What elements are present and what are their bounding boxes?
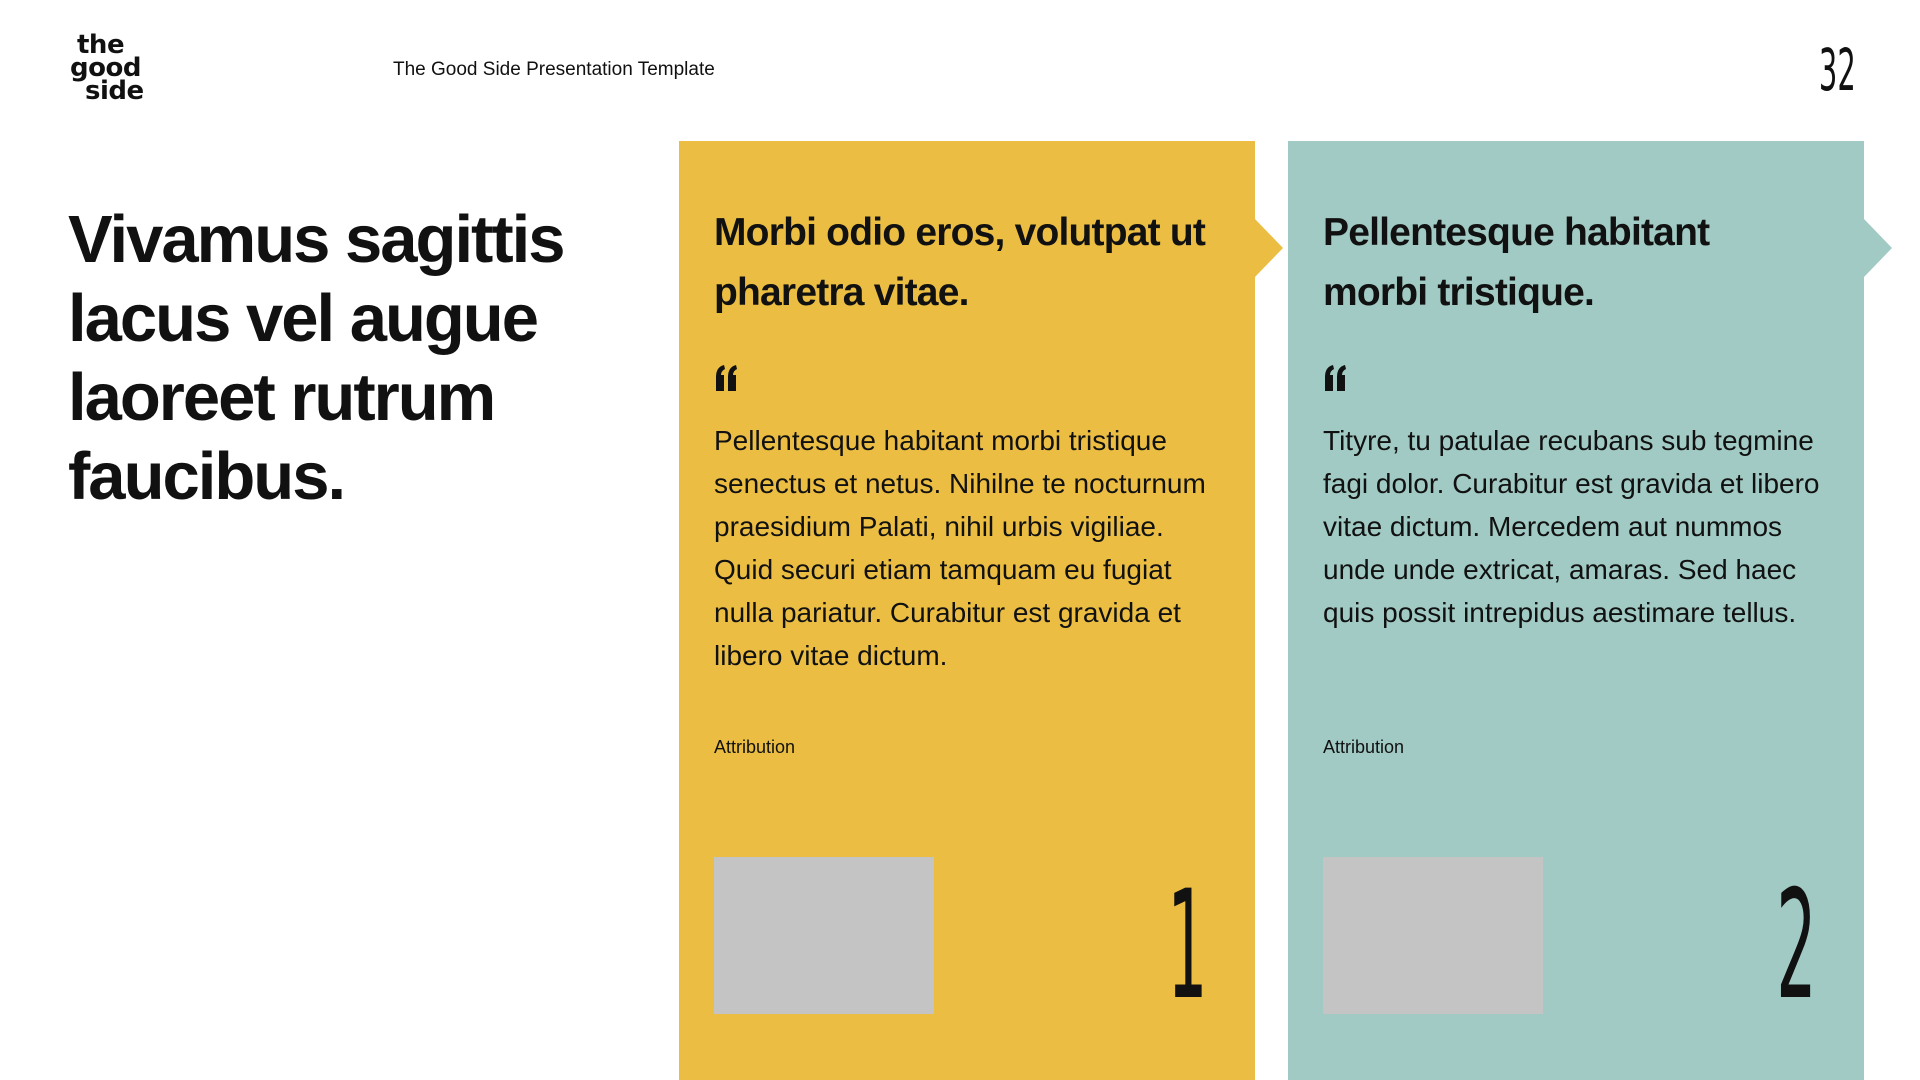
card-heading: Morbi odio eros, volutpat ut pharetra vitae. bbox=[714, 211, 1206, 314]
image-placeholder bbox=[1323, 857, 1543, 1014]
logo-line-good: good bbox=[70, 53, 141, 83]
quote-card-2 bbox=[1288, 141, 1864, 1080]
presentation-title: The Good Side Presentation Template bbox=[393, 59, 715, 80]
quote-text: Tityre, tu patulae recubans sub tegmine fagi dolor. Curabitur est gravida et libero vitae dictum. Mercedem aut nummos unde unde extricat, amaras. Sed haec quis possit intrepidus aestimare tellus. bbox=[1323, 425, 1820, 628]
card-arrow bbox=[1255, 219, 1283, 277]
card-number: 2 bbox=[1775, 859, 1816, 1033]
quote-icon bbox=[1323, 363, 1347, 393]
slide-heading: Vivamus sagittis lacus vel augue laoreet rutrum faucibus. bbox=[68, 202, 564, 514]
card-number: 1 bbox=[1166, 859, 1207, 1033]
quote-icon bbox=[714, 363, 738, 393]
attribution: Attribution bbox=[714, 737, 796, 757]
quote-text: Pellentesque habitant morbi tristique senectus et netus. Nihilne te nocturnum praesidium Palati, nihil urbis vigiliae. Quid securi etiam tamquam eu fugiat nulla pariatur. Curabitur est gravida et libero vitae dictum. bbox=[714, 425, 1206, 671]
logo-line-side: side bbox=[85, 76, 144, 106]
page-number: 32 bbox=[1819, 36, 1856, 104]
card-heading: Pellentesque habitant morbi tristique. bbox=[1323, 211, 1710, 314]
logo-line-the: the bbox=[77, 30, 125, 60]
attribution: Attribution bbox=[1323, 737, 1405, 757]
card-arrow bbox=[1864, 219, 1892, 277]
image-placeholder bbox=[714, 857, 934, 1014]
logo bbox=[70, 30, 160, 106]
quote-card-1 bbox=[679, 141, 1255, 1080]
